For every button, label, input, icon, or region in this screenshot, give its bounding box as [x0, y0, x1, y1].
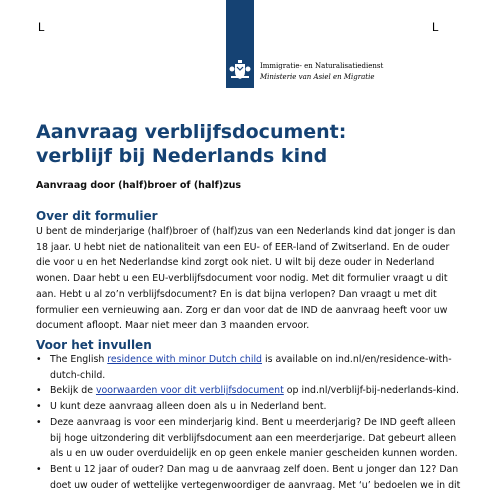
coat-of-arms-icon	[229, 60, 251, 80]
bullet-text: is available on ind.nl/en/residence-with-	[262, 354, 452, 365]
title-line-2: verblijf bij Nederlands kind	[36, 145, 328, 167]
about-line: 18 jaar. U hebt niet de nationaliteit van een EU- of EER-land of Zwitserland. En de ouder	[36, 241, 450, 253]
list-item	[36, 399, 456, 415]
organization-line-2: Ministerie van Asiel en Migratie	[260, 73, 375, 81]
organization-name	[260, 61, 383, 83]
organization-line-1: Immigratie- en Naturalisatiedienst	[260, 62, 384, 70]
instruction-list	[36, 352, 461, 493]
title-line-1: Aanvraag verblijfsdocument:	[36, 121, 347, 143]
bullet-text: dutch-child.	[50, 369, 106, 381]
bullet-text: Bekijk de	[50, 385, 96, 397]
document-subtitle: Aanvraag door (half)broer of (half)zus	[36, 180, 242, 191]
list-item	[36, 352, 456, 383]
about-line: formulier een vernieuwing aan. Zorg er dan voor dat de IND de aanvraag heeft voor uw	[36, 304, 448, 316]
about-paragraph	[36, 224, 456, 334]
list-item	[36, 415, 456, 462]
government-logo-bar	[226, 0, 254, 88]
conditions-link[interactable]: voorwaarden voor dit verblijfsdocument	[95, 385, 284, 397]
bullet-text: Deze aanvraag is voor een minderjarig kind. Bent u meerderjarig? De IND geeft alleen	[50, 416, 456, 428]
bullet-text: doet uw ouder of wettelijke vertegenwoordiger de aanvraag. Met ‘u’ bedoelen we in dit	[50, 479, 461, 491]
bullet-text: Bent u 12 jaar of ouder? Dan mag u de aanvraag zelf doen. Bent u jonger dan 12? Dan	[50, 463, 459, 475]
english-version-link[interactable]: residence with minor Dutch child	[107, 354, 263, 365]
about-line: aan. Hebt u al zo’n verblijfsdocument? En is dat bijna verlopen? Dan vraagt u met dit	[36, 288, 437, 300]
about-line: document afloopt. Maar niet meer dan 3 maanden ervoor.	[36, 320, 310, 332]
section-heading-about: Over dit formulier	[36, 209, 158, 223]
bullet-text: The English	[50, 354, 108, 365]
bullet-text: op ind.nl/verblijf-bij-nederlands-kind.	[283, 385, 459, 397]
bullet-text: als u en uw ouder overduidelijk en op geen enkele manier gescheiden kunnen worden.	[50, 448, 458, 460]
list-item	[36, 383, 459, 399]
bullet-text: U kunt deze aanvraag alleen doen als u in Nederland bent.	[50, 401, 327, 413]
bullet-text: bij hoge uitzondering dit verblijfsdocument aan een meerderjarige. Dat gebeurt alleen	[50, 432, 457, 444]
about-line: U bent de minderjarige (half)broer of (half)zus van een Nederlands kind dat jonger is dan	[36, 226, 456, 237]
about-line: die voor u en het Nederlandse kind zorgt ook niet. U wilt bij deze ouder in Nederland	[36, 257, 435, 269]
about-line: wonen. Daar hebt u een EU-verblijfsdocument voor nodig. Met dit formulier vraagt u dit	[36, 273, 448, 285]
document-title	[36, 120, 456, 168]
crop-mark-left: L	[38, 20, 45, 34]
section-heading-filling: Voor het invullen	[36, 338, 152, 352]
crop-mark-right: L	[432, 20, 439, 34]
list-item	[36, 462, 461, 493]
